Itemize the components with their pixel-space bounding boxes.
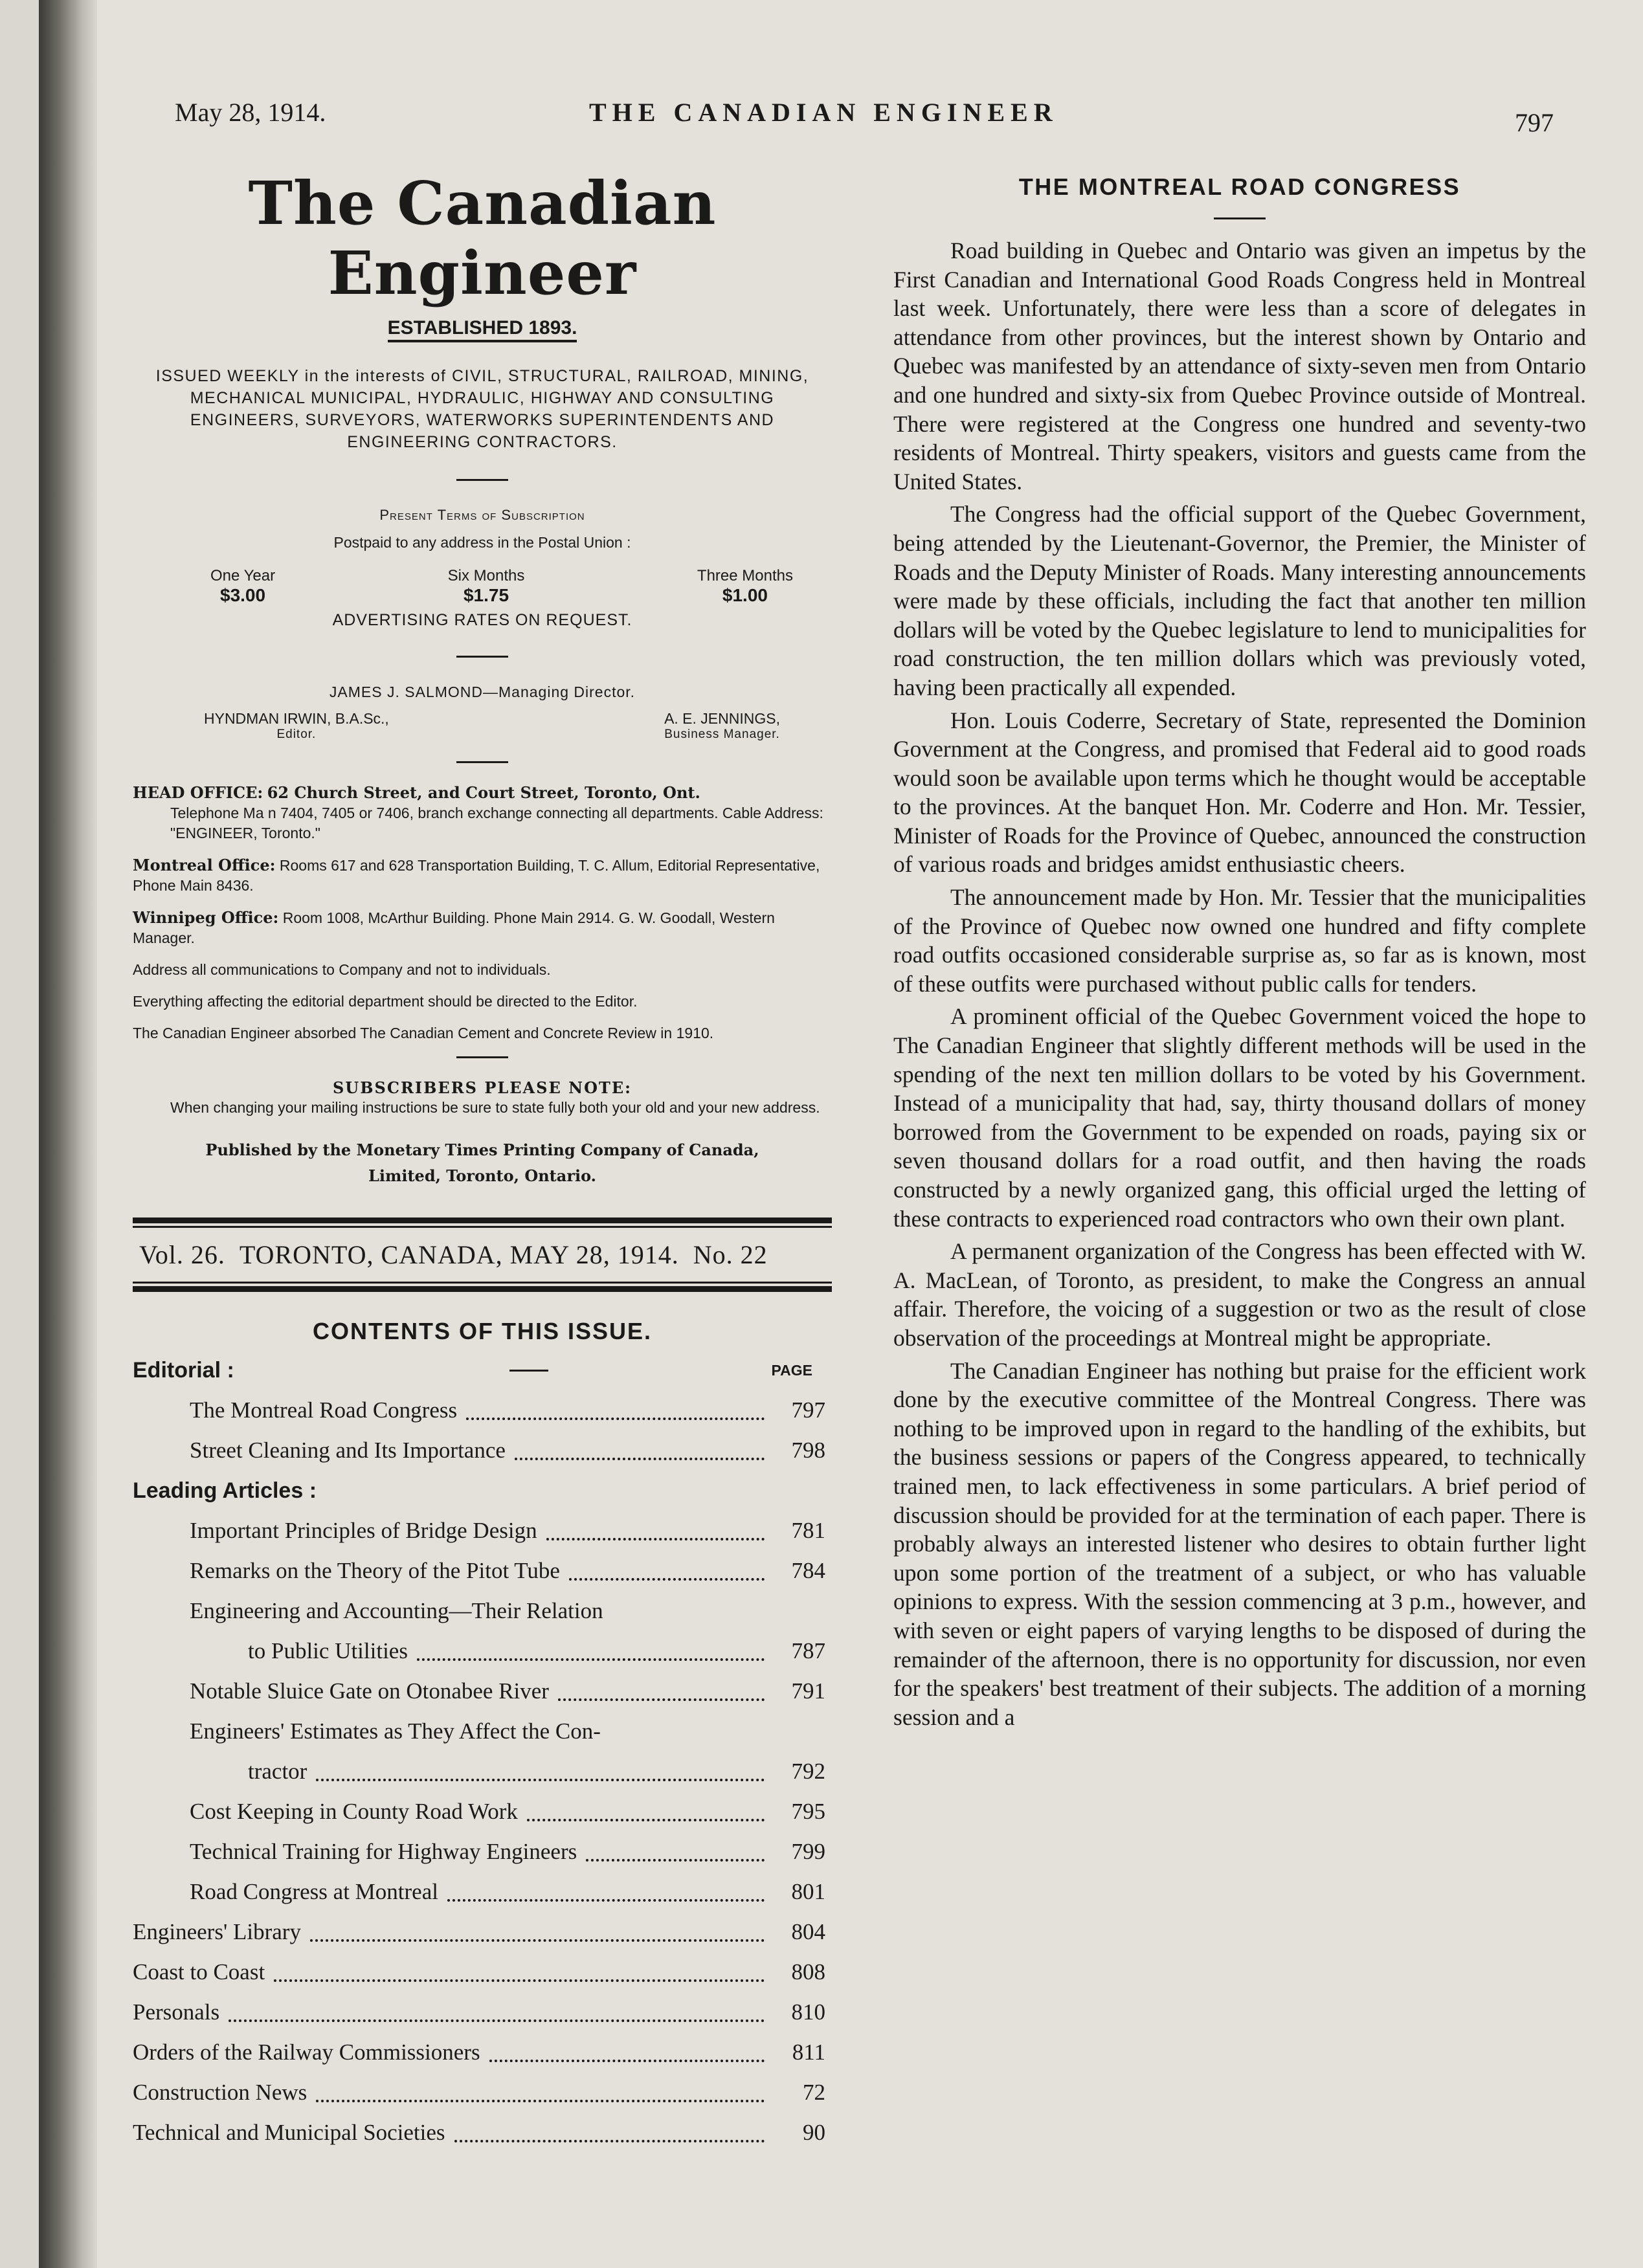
toc-item: tractor 792 xyxy=(248,1759,825,1784)
toc-item: to Public Utilities 787 xyxy=(248,1638,825,1663)
issued-weekly-text: ISSUED WEEKLY in the interests of CIVIL, STRUCTURAL, RAILROAD, MINING, MECHANICAL MUNICIPAL, HYDRAULIC, HIGHWAY AND CONSULTING ENGINEERS, SURVEYORS, WATERWORKS SUPERINTENDENTS AND ENGINEERING CONTRACTORS. xyxy=(155,367,809,451)
divider xyxy=(456,479,508,481)
toc-item: Technical Training for Highway Engineers 799 xyxy=(190,1839,825,1864)
toc-item: Cost Keeping in County Road Work 795 xyxy=(190,1799,825,1824)
double-rule-top xyxy=(133,1217,832,1228)
toc-item-line: Engineers' Estimates as They Affect the Con- xyxy=(190,1718,601,1744)
toc-item: Remarks on the Theory of the Pitot Tube 784 xyxy=(190,1558,825,1583)
toc-item: Important Principles of Bridge Design 781 xyxy=(190,1518,825,1543)
article-paragraph: A prominent official of the Quebec Government voiced the hope to The Canadian Engineer that slightly different methods will be used in the spending of the next ten million dollars to be voted by his Government. Instead of a municipality that had, say, thirty thousand dollars of money borrowed from the Government to be expended on roads, paying six or seven thousand dollars for a road outfit, and then having the roads constructed by a newly organized gang, this official urged the letting of these contracts to experienced road contractors who own their own plant. xyxy=(893,1003,1586,1232)
contents-heading: CONTENTS OF THIS ISSUE. xyxy=(312,1318,653,1344)
toc-item: The Montreal Road Congress 797 xyxy=(190,1397,825,1423)
postpaid-note: Postpaid to any address in the Postal Union : xyxy=(333,534,631,551)
toc-item: Coast to Coast 808 xyxy=(133,1959,825,1984)
price-three-months: Three Months $1.00 xyxy=(697,567,793,605)
toc-item: Notable Sluice Gate on Otonabee River 791 xyxy=(190,1678,825,1704)
masthead-title: The Canadian Engineer xyxy=(248,168,717,308)
running-head xyxy=(175,97,1580,136)
volume-line: Vol. 26. TORONTO, CANADA, MAY 28, 1914. No. 22 xyxy=(139,1240,768,1269)
price-one-year: One Year $3.00 xyxy=(210,567,276,605)
montreal-office: Montreal Office: Rooms 617 and 628 Transportation Building, T. C. Allum, Editorial Representative, Phone Main 8436. xyxy=(133,856,820,894)
price-six-months: Six Months $1.75 xyxy=(447,567,525,605)
page-number: 797 xyxy=(1515,108,1554,137)
toc-item: Personals 810 xyxy=(133,1999,825,2025)
advertising-rates: ADVERTISING RATES ON REQUEST. xyxy=(332,611,632,629)
publisher-line: Published by the Monetary Times Printing Company of Canada, Limited, Toronto, Ontario. xyxy=(205,1140,759,1185)
toc-item: Orders of the Railway Commissioners 811 xyxy=(133,2040,825,2065)
subscription-prices xyxy=(210,567,793,606)
article-paragraph: The announcement made by Hon. Mr. Tessier that the municipalities of the Province of Quebec now owned one hundred and fifty complete road outfits occasioned considerable surprise as, so far as is known, most of these outfits were purchased without public calls for tenders. xyxy=(893,884,1586,997)
article-paragraph: A permanent organization of the Congress has been effected with W. A. MacLean, of Toronto, as president, to make the Congress an annual affair. Therefore, the voicing of a suggestion or two as the result of close observation of the proceedings at Montreal might be appropriate. xyxy=(893,1238,1586,1351)
article-title: THE MONTREAL ROAD CONGRESS xyxy=(1018,173,1461,200)
head-office: HEAD OFFICE: 62 Church Street, and Court Street, Toronto, Ont. Telephone Ma n 7404, 7405 or 7406, branch exchange connecting all departments. Cable Address: "ENGINEER, Toronto." xyxy=(133,783,823,841)
subscription-heading: Present Terms of Subscription xyxy=(379,507,585,523)
page-column-label: PAGE xyxy=(771,1362,812,1379)
issue-date: May 28, 1914. xyxy=(175,98,326,127)
subscribers-notice xyxy=(133,1078,832,1118)
toc-item: Street Cleaning and Its Importance 798 xyxy=(190,1438,825,1463)
toc-item: Technical and Municipal Societies 90 xyxy=(133,2120,825,2145)
divider xyxy=(456,1056,508,1058)
journal-name: THE CANADIAN ENGINEER xyxy=(589,98,1058,127)
table-of-contents xyxy=(133,1350,832,2153)
divider xyxy=(456,656,508,658)
editorial-note: Everything affecting the editorial department should be directed to the Editor. xyxy=(133,993,638,1010)
established-line: ESTABLISHED 1893. xyxy=(133,317,832,339)
toc-item: Engineers' Library 804 xyxy=(133,1919,825,1944)
toc-section-editorial: Editorial : PAGE xyxy=(133,1350,832,1390)
address-note: Address all communications to Company and not to individuals. xyxy=(133,961,551,978)
winnipeg-office: Winnipeg Office: Room 1008, McArthur Building. Phone Main 2914. G. W. Goodall, Western Manager. xyxy=(133,908,775,946)
editor: HYNDMAN IRWIN, B.A.Sc., Editor. xyxy=(204,710,389,741)
article-paragraph: The Canadian Engineer has nothing but praise for the efficient work done by the executive committee of the Montreal Congress. There was nothing to be improved upon in regard to the handling of the exhibits, but the business sessions or papers of the Congress appeared, to technically trained men, to lack effectiveness in some particulars. A brief period of discussion should be provided for at the termination of each paper. There is probably always an interested listener who desires to obtain further light upon some portion of the treatment of a subject, or who has valuable opinions to express. With the session commencing at 3 p.m., however, and with seven or eight papers of varying lengths to be disposed of during the remainder of the afternoon, there is no opportunity for discussion, nor even for the speakers' best treatment of their subjects. The addition of a morning session and a xyxy=(893,1357,1586,1730)
staff-block xyxy=(133,684,832,742)
offices-block xyxy=(133,783,832,1043)
toc-item: Road Congress at Montreal 801 xyxy=(190,1879,825,1904)
business-manager: A. E. JENNINGS, Business Manager. xyxy=(664,710,780,741)
toc-item-line: Engineering and Accounting—Their Relation xyxy=(190,1598,603,1623)
article-paragraph: Road building in Quebec and Ontario was given an impetus by the First Canadian and International Good Roads Congress held in Montreal last week. Unfortunately, there were less than a score of delegates in attendance from other provinces, but the interest shown by Ontario and Quebec was manifested by an attendance of sixty-seven men from Ontario and one hundred and sixty-six from Quebec Province outside of Montreal. There were registered at the Congress one hundred and seventy-two residents of Montreal. Thirty speakers, visitors and guests came from the United States. xyxy=(893,238,1586,495)
article-paragraph: The Congress had the official support of the Quebec Government, being attended by the Lieutenant-Governor, the Premier, the Minister of Roads and the Deputy Minister of Roads. Many interesting announcements were made by these officials, including the fact that another ten million dollars will be voted by the Quebec legislature to lend to municipalities for road construction, the ten million dollars which was previously voted, having been practically all expended. xyxy=(893,501,1586,700)
divider xyxy=(1214,217,1266,219)
toc-section-leading-articles: Leading Articles : xyxy=(133,1478,317,1503)
notice-text: When changing your mailing instructions be sure to state fully both your old and your new address. xyxy=(170,1099,820,1116)
divider xyxy=(456,761,508,763)
notice-heading: SUBSCRIBERS PLEASE NOTE: xyxy=(332,1078,632,1097)
article-paragraph: Hon. Louis Coderre, Secretary of State, represented the Dominion Government at the Congress, and promised that Federal aid to good roads would soon be available upon terms which he thought would be acceptable to the provinces. At the banquet Hon. Mr. Coderre and Hon. Mr. Tessier, Minister of Roads for the Province of Quebec, announced the construction of various roads and bridges amidst enthusiastic cheers. xyxy=(893,707,1586,878)
managing-director: JAMES J. SALMOND—Managing Director. xyxy=(329,684,636,700)
toc-item: Construction News 72 xyxy=(133,2080,825,2105)
left-column xyxy=(133,149,832,2153)
binding-gutter xyxy=(39,0,97,2268)
double-rule-bottom xyxy=(133,1282,832,1292)
absorbed-note: The Canadian Engineer absorbed The Canadian Cement and Concrete Review in 1910. xyxy=(133,1025,714,1041)
right-column xyxy=(893,173,1586,1735)
